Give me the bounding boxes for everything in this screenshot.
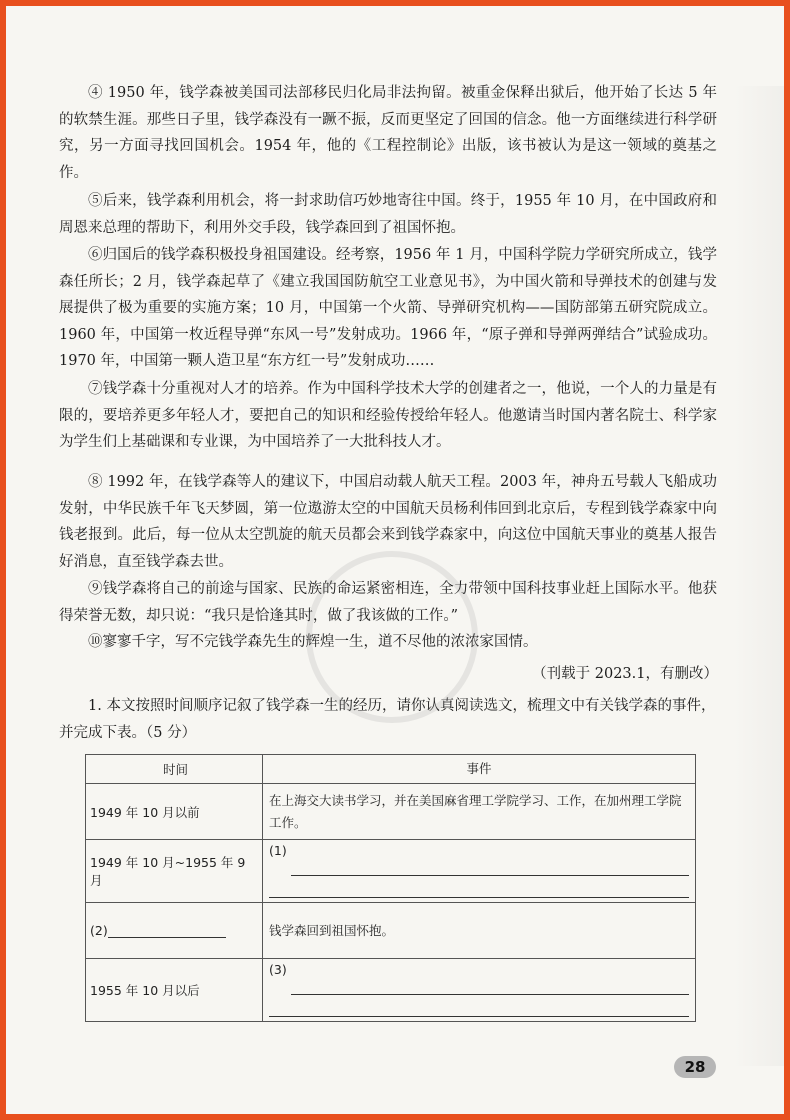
- row-event: 在上海交大读书学习，并在美国麻省理工学院学习、工作，在加州理工学院工作。: [263, 784, 696, 840]
- paragraph-8: ⑧ 1992 年，在钱学森等人的建议下，中国启动载人航天工程。2003 年，神舟五号载人飞船成功发射，中华民族千年飞天梦圆，第一位遨游太空的中国航天员杨利伟回到北京后，专程到钱学森家中向钱老报到。此后，每一位从太空凯旋的航天员都会来到钱学森家中，向这位中国航天事业的奠基人报告好消息，直至钱学森去世。: [59, 474, 717, 570]
- show-through-shadow: [734, 86, 784, 1066]
- paragraph-9: ⑨钱学森将自己的前途与国家、民族的命运紧密相连，全力带领中国科技事业赶上国际水平。他获得荣誉无数，却只说：“我只是恰逢其时，做了我该做的工作。”: [59, 581, 717, 624]
- answer-cell-1[interactable]: [263, 840, 696, 903]
- paragraph-7: ⑦钱学森十分重视对人才的培养。作为中国科学技术大学的创建者之一，他说，一个人的力量是有限的，要培养更多年轻人才，要把自己的知识和经验传授给年轻人。他邀请当时国内著名院士、科学家为学生们上基础课和专业课，为中国培养了一大批科技人才。: [59, 381, 717, 451]
- source-citation: （刊载于 2023.1，有删改）: [532, 666, 718, 682]
- question-1: 1. 本文按照时间顺序记叙了钱学森一生的经历，请你认真阅读选文，梳理文中有关钱学森的事件，并完成下表。（5 分）: [59, 698, 716, 741]
- row-time: 1949 年 10 月以前: [86, 784, 263, 840]
- paragraph-10: ⑩寥寥千字，写不完钱学森先生的辉煌一生，道不尽他的浓浓家国情。: [88, 634, 538, 650]
- paragraph-6: ⑥归国后的钱学森积极投身祖国建设。经考察，1956 年 1 月，中国科学院力学研究所成立，钱学森任所长；2 月，钱学森起草了《建立我国国防航空工业意见书》，为中国火箭和导弹技术的创建与发展提供了极为重要的实施方案；10 月，中国第一个火箭、导弹研究机构——国防部第五研究院成立。1960 年，中国第一枚近程导弹“东风一号”发射成功。1966 年，“原子弹和导弹两弹结合”试验成功。1970 年，中国第一颗人造卫星“东方红一号”发射成功……: [59, 247, 717, 370]
- blank-label-1: (1): [269, 843, 287, 858]
- events-table: [85, 754, 696, 1022]
- table-row: [86, 840, 696, 903]
- answer-blank-2[interactable]: [108, 923, 226, 938]
- paragraph-4: ④ 1950 年，钱学森被美国司法部移民归化局非法拘留。被重金保释出狱后，他开始了长达 5 年的软禁生涯。那些日子里，钱学森没有一蹶不振，反而更坚定了回国的信念。他一方面继续进行科学研究，另一方面寻找回国机会。1954 年，他的《工程控制论》出版，该书被认为是这一领域的奠基之作。: [59, 85, 717, 181]
- table-row: [86, 959, 696, 1022]
- answer-cell-3[interactable]: [263, 959, 696, 1022]
- row-time: 1949 年 10 月~1955 年 9 月: [86, 840, 263, 903]
- page: [6, 6, 784, 1114]
- header-time: 时间: [86, 755, 263, 784]
- row-time: 1955 年 10 月以后: [86, 959, 263, 1022]
- table-row: [86, 784, 696, 840]
- table-header-row: [86, 755, 696, 784]
- answer-blank-3b[interactable]: [269, 999, 689, 1017]
- page-number: 28: [674, 1056, 716, 1078]
- answer-blank-1b[interactable]: [269, 880, 689, 898]
- answer-blank-1a[interactable]: [291, 858, 689, 876]
- row-event: 钱学森回到祖国怀抱。: [263, 903, 696, 959]
- paragraph-5: ⑤后来，钱学森利用机会，将一封求助信巧妙地寄往中国。终于，1955 年 10 月，在中国政府和周恩来总理的帮助下，利用外交手段，钱学森回到了祖国怀抱。: [59, 193, 717, 236]
- header-event: 事件: [263, 755, 696, 784]
- blank-label-2: (2): [90, 923, 108, 938]
- answer-cell-2[interactable]: [86, 903, 263, 959]
- blank-label-3: (3): [269, 962, 287, 977]
- answer-blank-3a[interactable]: [291, 977, 689, 995]
- table-row: [86, 903, 696, 959]
